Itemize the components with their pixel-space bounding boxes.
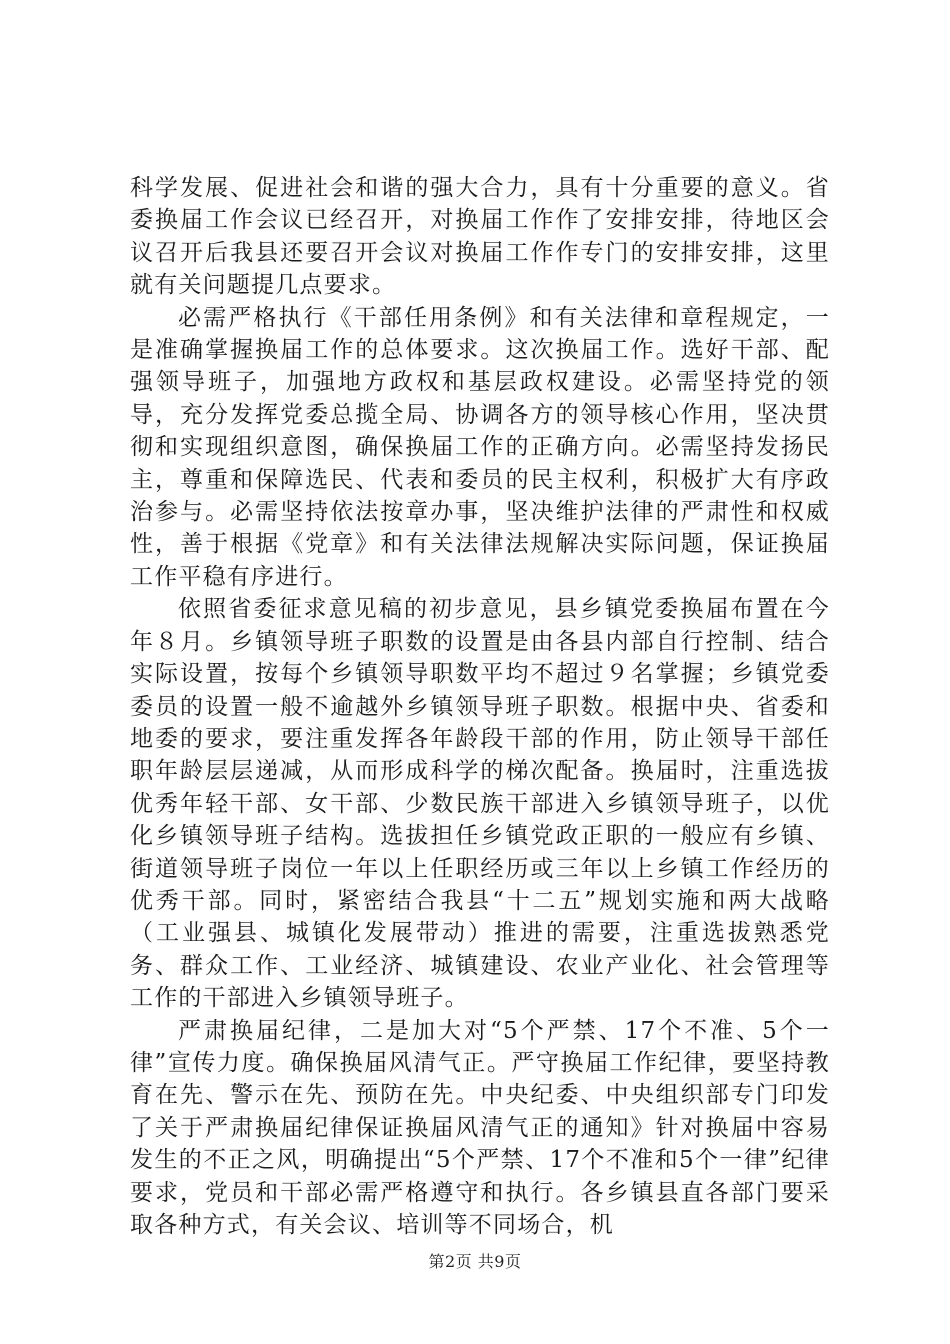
page-footer bbox=[0, 1249, 950, 1272]
page-number: 第2页 共9页 bbox=[428, 1252, 522, 1271]
paragraph-2: 必需严格执行《干部任用条例》和有关法律和章程规定，一是准确掌握换届工作的总体要求。这次换届工作。选好干部、配强领导班子，加强地方政权和基层政权建设。必需坚持党的领导，充分发挥党委总揽全局、协调各方的领导核心作用，坚决贯彻和实现组织意图，确保换届工作的正确方向。必需坚持发扬民主，尊重和保障选民、代表和委员的民主权利，积极扩大有序政治参与。必需坚持依法按章办事，坚决维护法律的严肃性和权威性，善于根据《党章》和有关法律法规解决实际问题，保证换届工作平稳有序进行。 bbox=[130, 304, 830, 590]
paragraph-4: 严肃换届纪律，二是加大对“5个严禁、17个不准、5个一律”宣传力度。确保换届风清气正。严守换届工作纪律，要坚持教育在先、警示在先、预防在先。中央纪委、中央组织部专门印发了关于严肃换届纪律保证换届风清气正的通知》针对换届中容易发生的不正之风，明确提出“5个严禁、17个不准和5个一律”纪律要求，党员和干部必需严格遵守和执行。各乡镇县直各部门要采取各种方式，有关会议、培训等不同场合，机 bbox=[130, 1017, 830, 1238]
paragraph-3: 依照省委征求意见稿的初步意见，县乡镇党委换届布置在今年８月。乡镇领导班子职数的设置是由各县内部自行控制、结合实际设置，按每个乡镇领导职数平均不超过９名掌握；乡镇党委委员的设置一般不逾越外乡镇领导班子职数。根据中央、省委和地委的要求，要注重发挥各年龄段干部的作用，防止领导干部任职年龄层层递减，从而形成科学的梯次配备。换届时，注重选拔优秀年轻干部、女干部、少数民族干部进入乡镇领导班子，以优化乡镇领导班子结构。选拔担任乡镇党政正职的一般应有乡镇、街道领导班子岗位一年以上任职经历或三年以上乡镇工作经历的优秀干部。同时，紧密结合我县“十二五”规划实施和两大战略（工业强县、城镇化发展带动）推进的需要，注重选拔熟悉党务、群众工作、工业经济、城镇建设、农业产业化、社会管理等工作的干部进入乡镇领导班子。 bbox=[130, 596, 830, 1012]
paragraph-1: 科学发展、促进社会和谐的强大合力，具有十分重要的意义。省委换届工作会议已经召开，对换届工作作了安排安排，待地区会议召开后我县还要召开会议对换届工作作专门的安排安排，这里就有关问题提几点要求。 bbox=[130, 175, 830, 299]
document-body bbox=[130, 172, 830, 1241]
